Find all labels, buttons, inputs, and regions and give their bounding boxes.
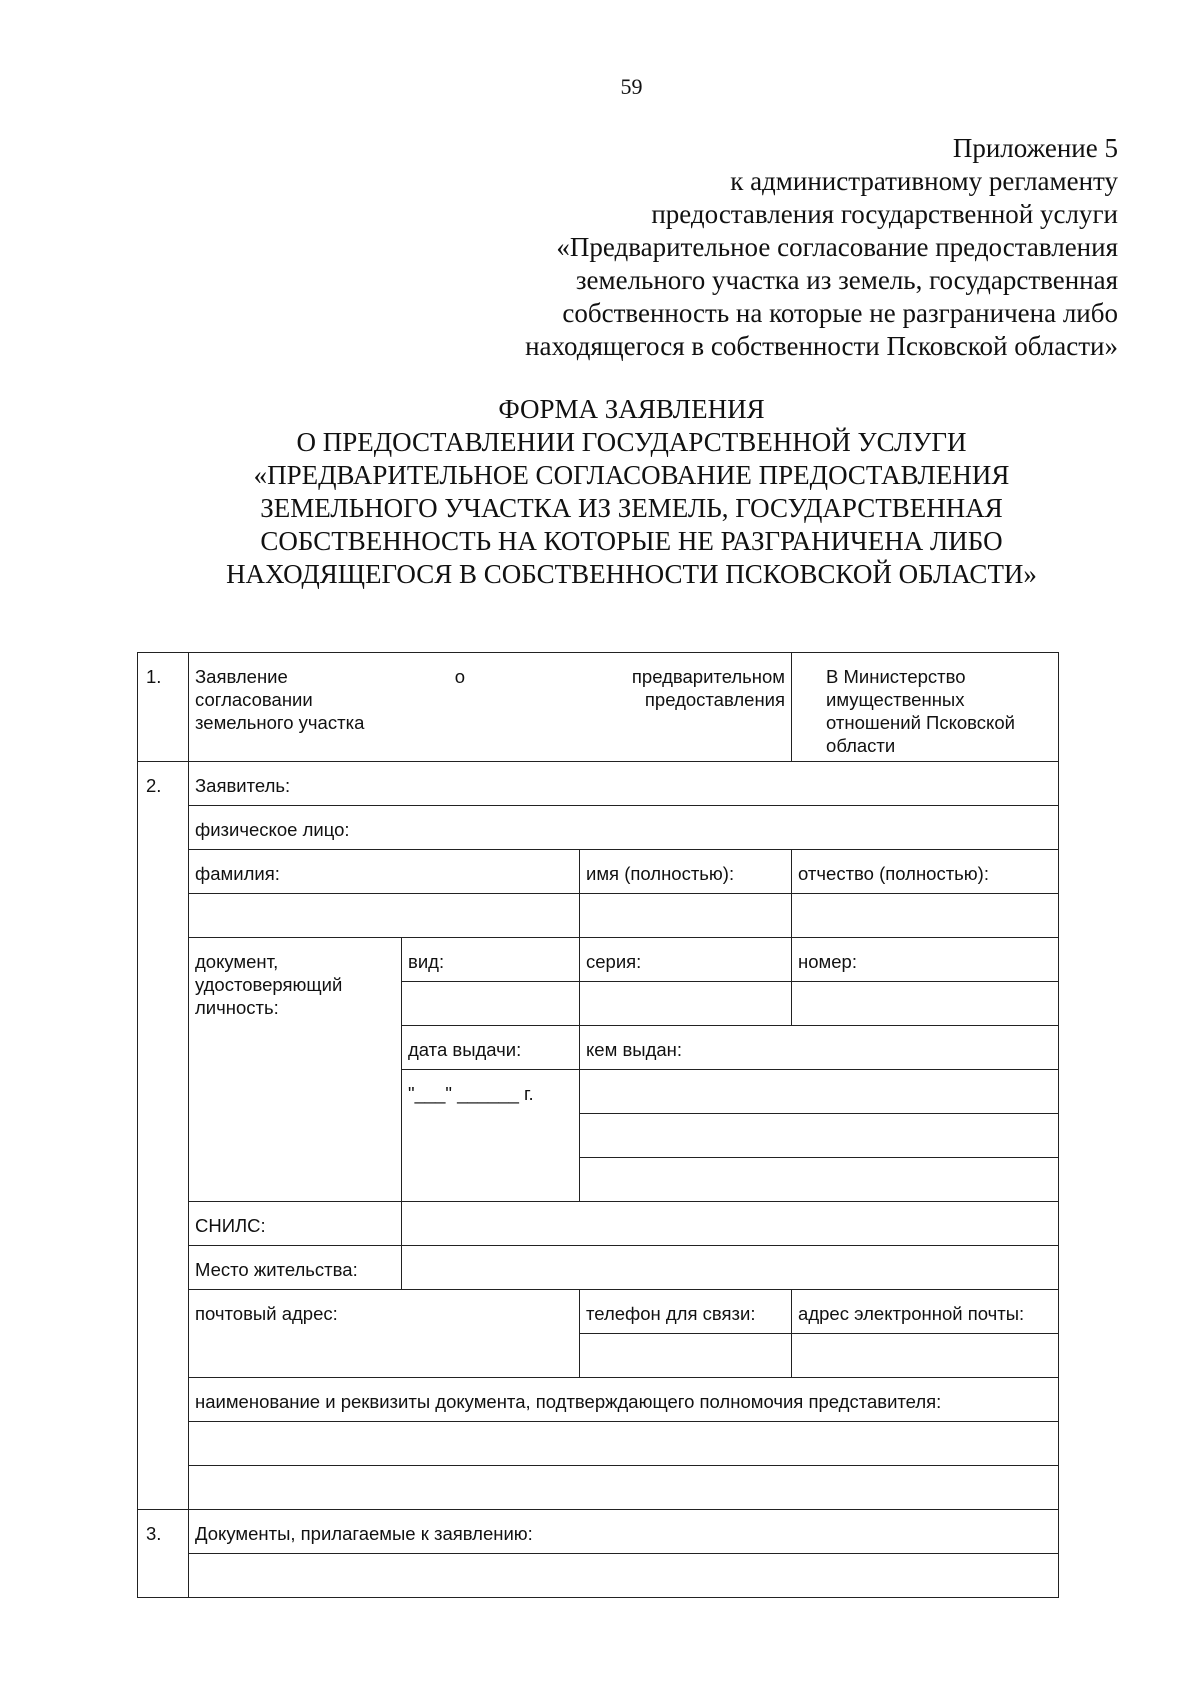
application-subject-cell	[189, 653, 792, 762]
application-subject-line: Заявление о предварительном	[195, 666, 786, 687]
row-number-3: 3.	[138, 1510, 189, 1598]
page-number: 59	[620, 74, 643, 99]
issue-date-field[interactable]	[402, 1070, 580, 1202]
representative-doc-field[interactable]	[189, 1422, 1059, 1466]
attachments-label: Документы, прилагаемые к заявлению:	[189, 1510, 1059, 1554]
issued-by-field[interactable]	[580, 1114, 1059, 1158]
issued-by-label: кем выдан:	[580, 1026, 1059, 1070]
addressee: В Министерство имущественных отношений Псковской области	[792, 653, 1059, 762]
application-subject-line: согласовании предоставления	[195, 689, 786, 710]
row-number-1: 1.	[138, 653, 189, 762]
appendix-line: Приложение 5	[952, 133, 1118, 163]
doc-series-field[interactable]	[580, 982, 792, 1026]
patronymic-field[interactable]	[792, 894, 1059, 938]
issue-date-label: дата выдачи:	[402, 1026, 580, 1070]
patronymic-label: отчество (полностью):	[792, 850, 1059, 894]
doc-series-label: серия:	[580, 938, 792, 982]
issued-by-field[interactable]	[580, 1070, 1059, 1114]
residence-field[interactable]	[402, 1246, 1059, 1290]
representative-doc-field[interactable]	[189, 1466, 1059, 1510]
title-line: О ПРЕДОСТАВЛЕНИИ ГОСУДАРСТВЕННОЙ УСЛУГИ	[296, 427, 967, 457]
residence-label: Место жительства:	[189, 1246, 402, 1290]
doc-number-field[interactable]	[792, 982, 1059, 1026]
title-line: НАХОДЯЩЕГОСЯ В СОБСТВЕННОСТИ ПСКОВСКОЙ ОБЛАСТИ»	[226, 559, 1037, 589]
doc-type-field[interactable]	[402, 982, 580, 1026]
appendix-header	[525, 132, 1118, 363]
surname-label: фамилия:	[189, 850, 580, 894]
title-line: ФОРМА ЗАЯВЛЕНИЯ	[498, 394, 765, 424]
application-subject-line: земельного участка	[195, 712, 365, 733]
appendix-line: собственность на которые не разграничена либо	[562, 298, 1118, 328]
name-field[interactable]	[580, 894, 792, 938]
phone-label: телефон для связи:	[580, 1290, 792, 1334]
appendix-line: предоставления государственной услуги	[651, 199, 1118, 229]
appendix-line: находящегося в собственности Псковской области»	[525, 331, 1118, 361]
applicant-label: Заявитель:	[189, 762, 1059, 806]
appendix-line: к административному регламенту	[730, 166, 1118, 196]
snils-field[interactable]	[402, 1202, 1059, 1246]
postal-address-label: почтовый адрес:	[189, 1290, 580, 1378]
name-label: имя (полностью):	[580, 850, 792, 894]
email-label: адрес электронной почты:	[792, 1290, 1059, 1334]
doc-type-label: вид:	[402, 938, 580, 982]
appendix-line: земельного участка из земель, государственная	[575, 265, 1118, 295]
phone-field[interactable]	[580, 1334, 792, 1378]
doc-number-label: номер:	[792, 938, 1059, 982]
title-line: СОБСТВЕННОСТЬ НА КОТОРЫЕ НЕ РАЗГРАНИЧЕНА ЛИБО	[260, 526, 1003, 556]
email-field[interactable]	[792, 1334, 1059, 1378]
attachments-field[interactable]	[189, 1554, 1059, 1598]
row-number-2: 2.	[138, 762, 189, 1510]
appendix-line: «Предварительное согласование предоставления	[556, 232, 1118, 262]
surname-field[interactable]	[189, 894, 580, 938]
representative-doc-label: наименование и реквизиты документа, подтверждающего полномочия представителя:	[189, 1378, 1059, 1422]
title-line: «ПРЕДВАРИТЕЛЬНОЕ СОГЛАСОВАНИЕ ПРЕДОСТАВЛЕНИЯ	[253, 460, 1010, 490]
application-form-table	[137, 652, 1059, 1598]
title-line: ЗЕМЕЛЬНОГО УЧАСТКА ИЗ ЗЕМЕЛЬ, ГОСУДАРСТВЕННАЯ	[260, 493, 1003, 523]
issue-date-template: "___" ______ г.	[408, 1083, 534, 1104]
individual-label: физическое лицо:	[189, 806, 1059, 850]
snils-label: СНИЛС:	[189, 1202, 402, 1246]
form-title	[0, 393, 1200, 591]
id-document-label: документ, удостоверяющий личность:	[189, 938, 402, 1202]
issued-by-field[interactable]	[580, 1158, 1059, 1202]
